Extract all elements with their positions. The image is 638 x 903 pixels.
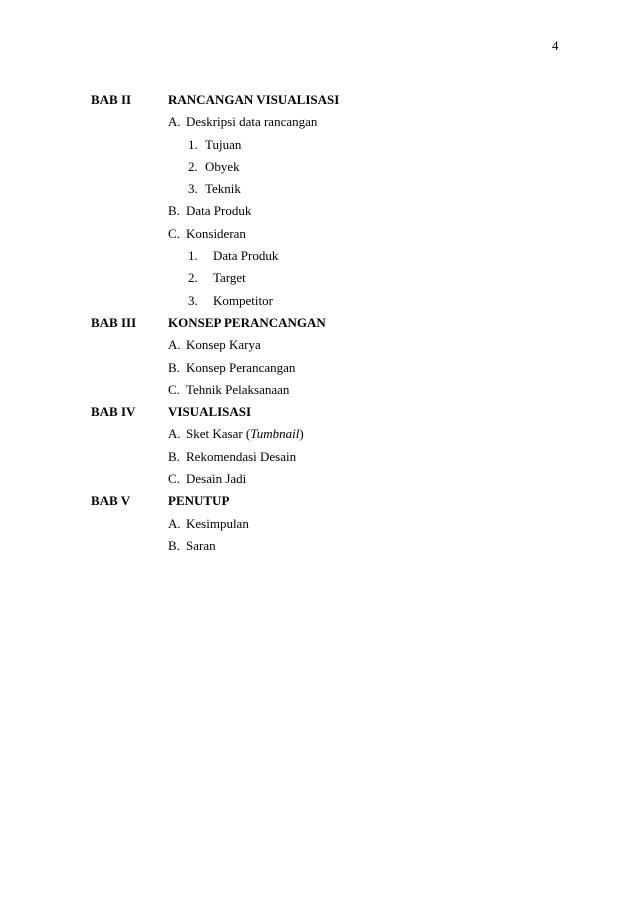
section-letter: A. xyxy=(168,337,181,353)
section-letter: B. xyxy=(168,537,180,553)
subsection-item xyxy=(91,267,571,289)
page-number: 4 xyxy=(552,38,559,53)
section-text xyxy=(186,423,304,445)
chapter-title: PENUTUP xyxy=(168,493,230,509)
section-text: Konsep Perancangan xyxy=(186,359,296,375)
section-text: Rekomendasi Desain xyxy=(186,448,297,464)
section-text: Konsideran xyxy=(186,225,246,241)
chapter-title: KONSEP PERANCANGAN xyxy=(168,314,326,330)
section-item xyxy=(91,446,571,468)
subsection-number: 3. xyxy=(188,181,198,197)
section-item xyxy=(91,223,571,245)
section-letter: B. xyxy=(168,359,180,375)
section-letter: C. xyxy=(168,471,180,487)
section-letter: C. xyxy=(168,225,180,241)
section-letter: A. xyxy=(168,114,181,130)
subsection-number: 1. xyxy=(188,248,198,264)
section-text: Saran xyxy=(186,537,216,553)
chapter-heading xyxy=(91,89,571,111)
subsection-text: Kompetitor xyxy=(213,292,273,308)
subsection-number: 2. xyxy=(188,158,198,174)
subsection-number: 1. xyxy=(188,136,198,152)
section-letter: A. xyxy=(168,426,181,442)
subsection-item xyxy=(91,178,571,200)
subsection-text: Obyek xyxy=(205,158,240,174)
subsection-text: Target xyxy=(213,270,246,286)
section-item xyxy=(91,513,571,535)
section-item xyxy=(91,423,571,445)
subsection-item xyxy=(91,245,571,267)
section-text: Data Produk xyxy=(186,203,252,219)
chapter-heading xyxy=(91,401,571,423)
section-item xyxy=(91,200,571,222)
section-item xyxy=(91,111,571,133)
section-text: Kesimpulan xyxy=(186,515,249,531)
section-letter: B. xyxy=(168,448,180,464)
chapter-heading xyxy=(91,312,571,334)
subsection-text: Tujuan xyxy=(205,136,242,152)
chapter-code: BAB III xyxy=(91,314,137,330)
subsection-item xyxy=(91,156,571,178)
subsection-text: Teknik xyxy=(205,181,241,197)
section-item xyxy=(91,357,571,379)
section-item xyxy=(91,468,571,490)
section-item xyxy=(91,535,571,557)
section-text-after: ) xyxy=(299,426,304,442)
chapter-code: BAB II xyxy=(91,92,132,107)
section-text: Tehnik Pelaksanaan xyxy=(186,381,290,397)
subsection-item xyxy=(91,134,571,156)
subsection-item xyxy=(91,290,571,312)
section-text-before: Sket Kasar ( xyxy=(186,426,251,442)
section-text: Desain Jadi xyxy=(186,471,247,487)
section-text-italic: Tumbnail xyxy=(250,426,300,442)
section-letter: A. xyxy=(168,515,181,531)
chapter-code: BAB V xyxy=(91,493,131,509)
section-letter: B. xyxy=(168,203,180,219)
chapter-code: BAB IV xyxy=(91,404,136,420)
section-text: Deskripsi data rancangan xyxy=(186,114,318,130)
chapter-title: VISUALISASI xyxy=(168,404,252,420)
subsection-number: 3. xyxy=(188,292,198,308)
section-letter: C. xyxy=(168,381,180,397)
subsection-text: Data Produk xyxy=(213,248,279,264)
section-text: Konsep Karya xyxy=(186,337,261,353)
chapter-heading xyxy=(91,490,571,512)
chapter-title: RANCANGAN VISUALISASI xyxy=(168,92,340,107)
section-item xyxy=(91,379,571,401)
section-item xyxy=(91,334,571,356)
table-of-contents xyxy=(91,89,571,557)
subsection-number: 2. xyxy=(188,270,198,286)
